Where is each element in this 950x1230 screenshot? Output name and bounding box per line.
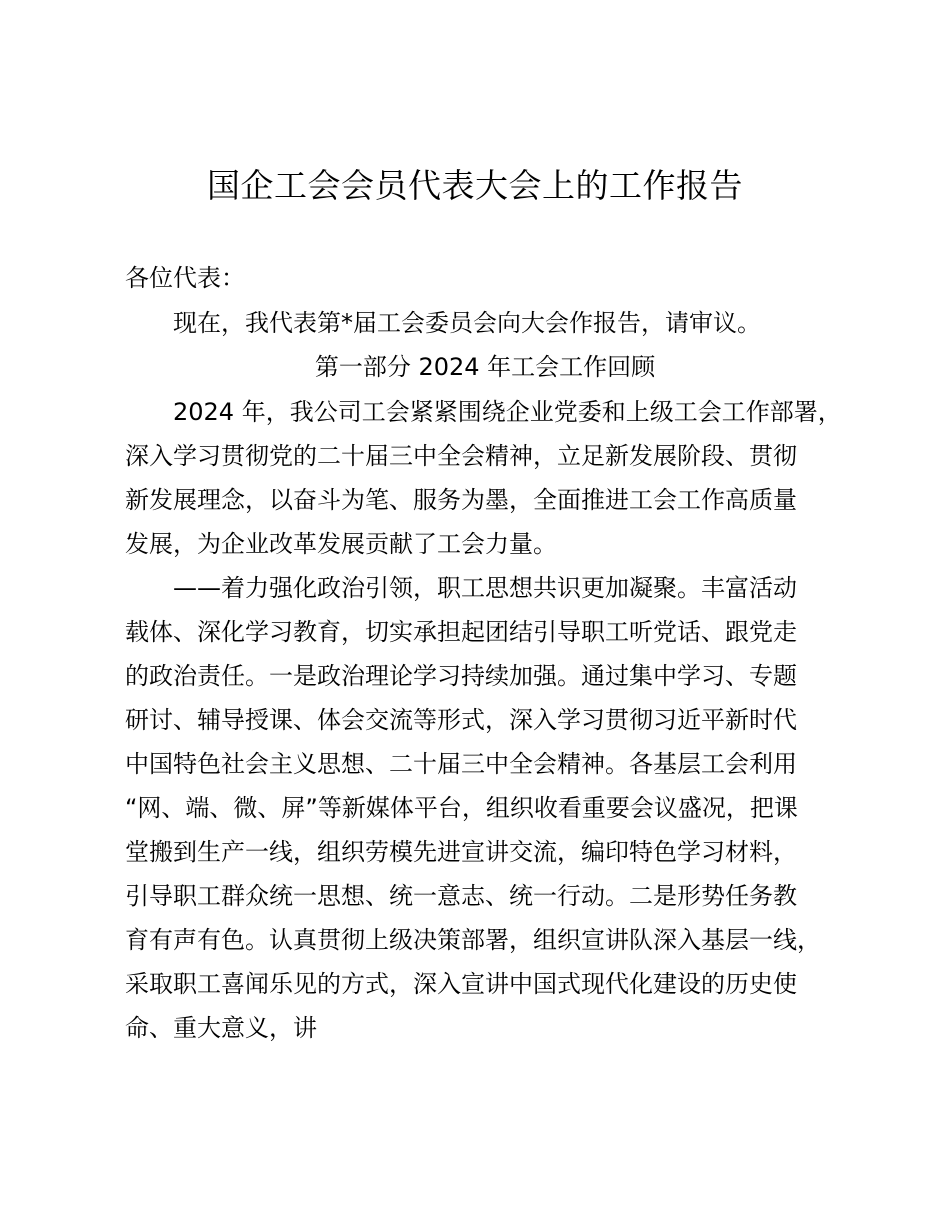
paragraph-line: 育有声有色。认真贯彻上级决策部署，组织宣讲队深入基层一线， — [125, 926, 821, 954]
paragraph-political-guidance — [125, 566, 865, 1050]
paragraph-line: 2024 年，我公司工会紧紧围绕企业党委和上级工会工作部署， — [173, 398, 842, 426]
paragraph-line: 引导职工群众统一思想、统一意志、统一行动。二是形势任务教 — [125, 882, 797, 910]
paragraph-review-summary — [125, 390, 865, 566]
paragraph-line: “网、端、微、屏”等新媒体平台，组织收看重要会议盛况，把课 — [125, 794, 798, 822]
intro-paragraph: 现在，我代表第*届工会委员会向大会作报告，请审议。 — [173, 309, 761, 337]
paragraph-line: 发展，为企业改革发展贡献了工会力量。 — [125, 530, 557, 558]
paragraph-line: 载体、深化学习教育，切实承担起团结引导职工听党话、跟党走 — [125, 618, 797, 646]
salutation: 各位代表： — [125, 264, 245, 292]
paragraph-line: 堂搬到生产一线，组织劳模先进宣讲交流，编印特色学习材料， — [125, 838, 797, 866]
section-heading: 第一部分 2024 年工会工作回顾 — [314, 353, 656, 381]
paragraph-line: 命、重大意义，讲 — [125, 1014, 317, 1042]
document-title: 国企工会会员代表大会上的工作报告 — [207, 166, 743, 205]
paragraph-line: 新发展理念，以奋斗为笔、服务为墨，全面推进工会工作高质量 — [125, 486, 797, 514]
paragraph-line: ——着力强化政治引领，职工思想共识更加凝聚。丰富活动 — [173, 574, 797, 602]
paragraph-line: 研讨、辅导授课、体会交流等形式，深入学习贯彻习近平新时代 — [125, 706, 797, 734]
paragraph-line: 中国特色社会主义思想、二十届三中全会精神。各基层工会利用 — [125, 750, 797, 778]
paragraph-line: 采取职工喜闻乐见的方式，深入宣讲中国式现代化建设的历史使 — [125, 970, 797, 998]
paragraph-line: 的政治责任。一是政治理论学习持续加强。通过集中学习、专题 — [125, 662, 797, 690]
paragraph-line: 深入学习贯彻党的二十届三中全会精神，立足新发展阶段、贯彻 — [125, 442, 797, 470]
